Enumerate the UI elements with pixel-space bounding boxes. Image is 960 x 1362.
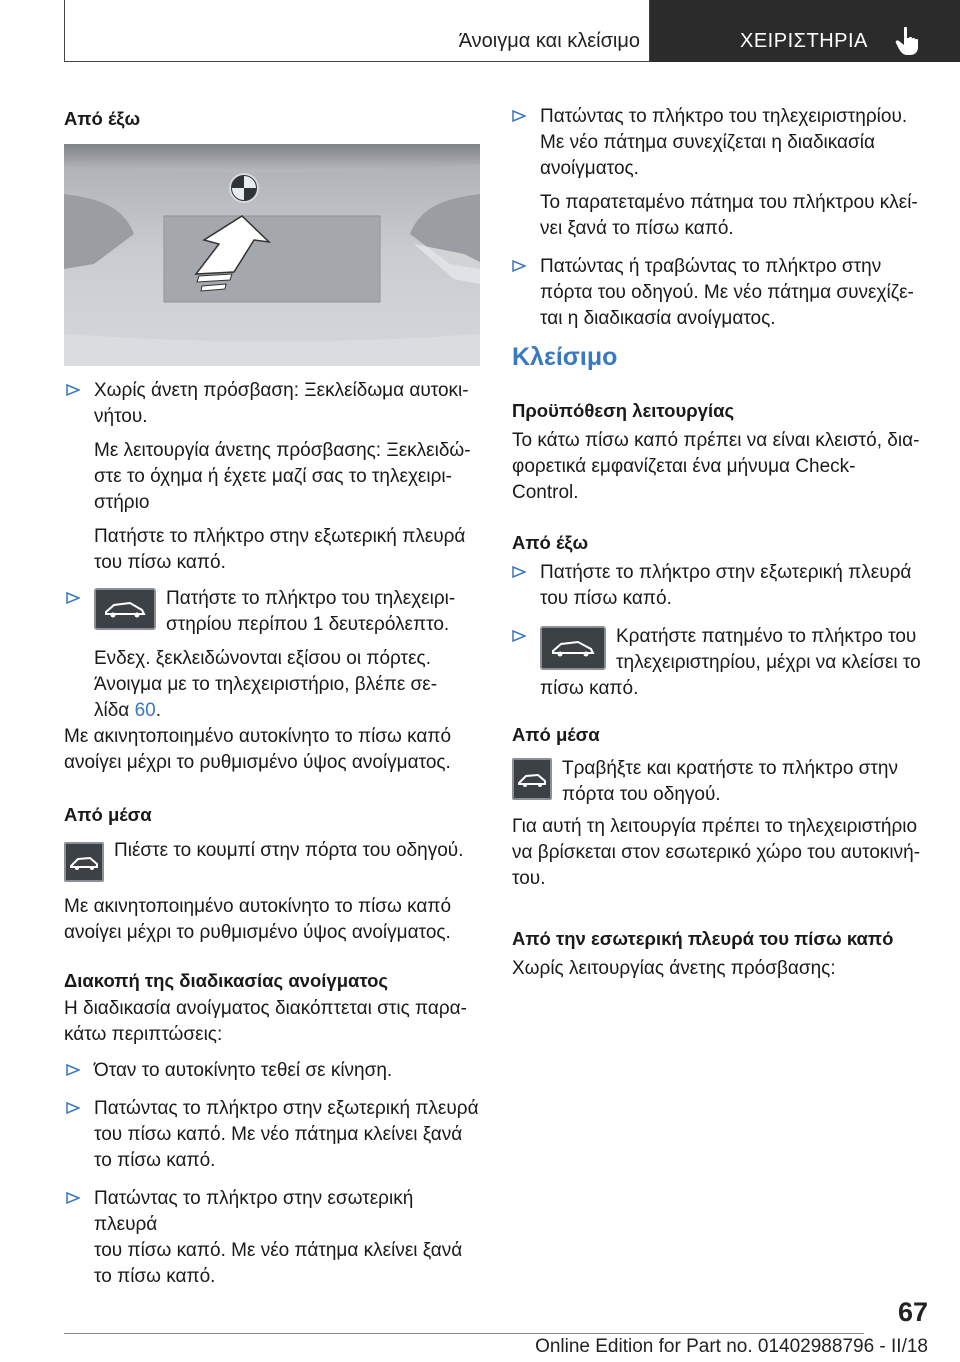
- section-title: Άνοιγμα και κλείσιμο: [458, 30, 640, 52]
- text: Με λειτουργία άνετης πρόσβασης: Ξεκλειδώ-: [94, 440, 471, 461]
- text: το πίσω καπό.: [94, 1150, 216, 1171]
- text: ανοίγματος.: [540, 158, 639, 179]
- list-item-remote-close: [510, 624, 930, 702]
- text: Η διαδικασία ανοίγματος διακόπτεται στις παρα-: [64, 998, 467, 1019]
- text: Κρατήστε πατημένο το πλήκτρο του: [616, 626, 917, 647]
- door-trunk-button-icon: [512, 758, 552, 800]
- page-number: 67: [897, 1297, 928, 1327]
- text: Πατώντας το πλήκτρο του τηλεχειριστηρίου.: [540, 106, 908, 127]
- text: Πατήστε το πλήκτρο στην εξωτερική πλευρά: [94, 526, 466, 547]
- text: Χωρίς άνετη πρόσβαση: Ξεκλείδωμα αυτοκι-: [94, 380, 469, 401]
- text: Πατώντας το πλήκτρο στην εξωτερική πλευρά: [94, 1098, 479, 1119]
- triangle-bullet-icon: [66, 591, 80, 605]
- text: Πατώντας το πλήκτρο στην εσωτερική πλευρά: [94, 1188, 414, 1235]
- text: του πίσω καπό. Με νέο πάτημα κλείνει ξανά: [94, 1124, 463, 1145]
- text: λίδα: [94, 700, 135, 721]
- text: ται η διαδικασία ανοίγματος.: [540, 308, 776, 329]
- list-item: [64, 1186, 480, 1290]
- triangle-bullet-icon: [512, 109, 526, 123]
- heading-inside-right: Από μέσα: [512, 724, 600, 745]
- footer-edition: Online Edition for Part no. 01402988796 - II/18: [535, 1336, 928, 1357]
- heading-outside-right: Από έξω: [512, 532, 589, 553]
- text: .: [155, 700, 161, 721]
- text: Πατήστε το πλήκτρο στην εξωτερική πλευρά: [540, 562, 912, 583]
- heading-inner-side: Από την εσωτερική πλευρά του πίσω καπό: [512, 928, 894, 949]
- text: Άνοιγμα με το τηλεχειριστήριο, βλέπε σε-: [94, 674, 438, 695]
- text: στηρίου περίπου 1 δευτερόλεπτο.: [166, 614, 450, 635]
- text: του πίσω καπό.: [94, 552, 226, 573]
- text: Control.: [512, 482, 579, 503]
- text: πόρτα του οδηγού.: [562, 784, 721, 805]
- text: Με ακινητοποιημένο αυτοκίνητο το πίσω καπό: [64, 896, 452, 917]
- text: στε το όχημα ή έχετε μαζί σας το τηλεχειρι-: [94, 466, 452, 487]
- heading-prerequisite: Προϋπόθεση λειτουργίας: [512, 400, 735, 421]
- text: τηλεχειριστηρίου, μέχρι να κλείσει το: [616, 652, 921, 673]
- text: πίσω καπό.: [540, 678, 639, 699]
- page-link-60[interactable]: 60: [134, 700, 156, 721]
- text: να βρίσκεται στον εσωτερικό χώρο του αυτοκινή-: [512, 842, 921, 863]
- text: φορετικά εμφανίζεται ένα μήνυμα Check-: [512, 456, 856, 477]
- text: Ενδεχ. ξεκλειδώνονται εξίσου οι πόρτες.: [94, 648, 431, 669]
- text: Με ακινητοποιημένο αυτοκίνητο το πίσω καπό: [64, 726, 452, 747]
- text: του πίσω καπό.: [540, 588, 672, 609]
- list-item-unlock: [64, 378, 480, 576]
- triangle-bullet-icon: [512, 565, 526, 579]
- heading-outside-left: Από έξω: [64, 108, 141, 129]
- hand-pointer-icon: [895, 26, 921, 56]
- text: Τραβήξτε και κρατήστε το πλήκτρο στην: [562, 758, 898, 779]
- text: στήριο: [94, 492, 150, 513]
- text: ανοίγει μέχρι το ρυθμισμένο ύψος ανοίγματος.: [64, 922, 451, 943]
- text: Πατώντας ή τραβώντας το πλήκτρο στην: [540, 256, 882, 277]
- text: Το κάτω πίσω καπό πρέπει να είναι κλειστό, δια-: [512, 430, 920, 451]
- text: του.: [512, 868, 546, 889]
- triangle-bullet-icon: [512, 629, 526, 643]
- text: Για αυτή τη λειτουργία πρέπει το τηλεχειριστήριο: [512, 816, 918, 837]
- text: Όταν το αυτοκίνητο τεθεί σε κίνηση.: [94, 1060, 393, 1081]
- list-item: [510, 560, 930, 612]
- triangle-bullet-icon: [66, 1191, 80, 1205]
- footer-divider: [64, 1333, 864, 1334]
- text: νει ξανά το πίσω καπό.: [540, 218, 734, 239]
- text: Πιέστε το κουμπί στην πόρτα του οδηγού.: [114, 840, 464, 861]
- trunk-illustration: [64, 144, 480, 366]
- text: Χωρίς λειτουργίας άνετης πρόσβασης:: [512, 958, 836, 979]
- text: πόρτα του οδηγού. Με νέο πάτημα συνεχίζε-: [540, 282, 914, 303]
- chapter-title: ΧΕΙΡΙΣΤΗΡΙΑ: [740, 30, 868, 52]
- list-item-remote: [64, 586, 480, 724]
- text: Το παρατεταμένο πάτημα του πλήκτρου κλεί-: [540, 192, 918, 213]
- triangle-bullet-icon: [512, 259, 526, 273]
- heading-inside-left: Από μέσα: [64, 804, 152, 825]
- triangle-bullet-icon: [66, 1101, 80, 1115]
- text: ανοίγει μέχρι το ρυθμισμένο ύψος ανοίγματος.: [64, 752, 451, 773]
- remote-trunk-button-icon: [94, 588, 156, 630]
- heading-close: Κλείσιμο: [512, 343, 618, 371]
- list-item: [510, 254, 930, 332]
- text: του πίσω καπό. Με νέο πάτημα κλείνει ξανά: [94, 1240, 463, 1261]
- list-item: [64, 1096, 480, 1174]
- text: το πίσω καπό.: [94, 1266, 216, 1287]
- heading-interrupt: Διακοπή της διαδικασίας ανοίγματος: [64, 970, 389, 991]
- door-trunk-button-icon: [64, 842, 104, 882]
- text: κάτω περιπτώσεις:: [64, 1024, 223, 1045]
- triangle-bullet-icon: [66, 383, 80, 397]
- text: νήτου.: [94, 406, 148, 427]
- trunk-photo: [64, 144, 480, 366]
- remote-trunk-button-icon: [540, 626, 606, 670]
- text: Πατήστε το πλήκτρο του τηλεχειρι-: [166, 588, 456, 609]
- list-item: [510, 104, 930, 242]
- text: Με νέο πάτημα συνεχίζεται η διαδικασία: [540, 132, 875, 153]
- list-item: [64, 1058, 480, 1084]
- triangle-bullet-icon: [66, 1063, 80, 1077]
